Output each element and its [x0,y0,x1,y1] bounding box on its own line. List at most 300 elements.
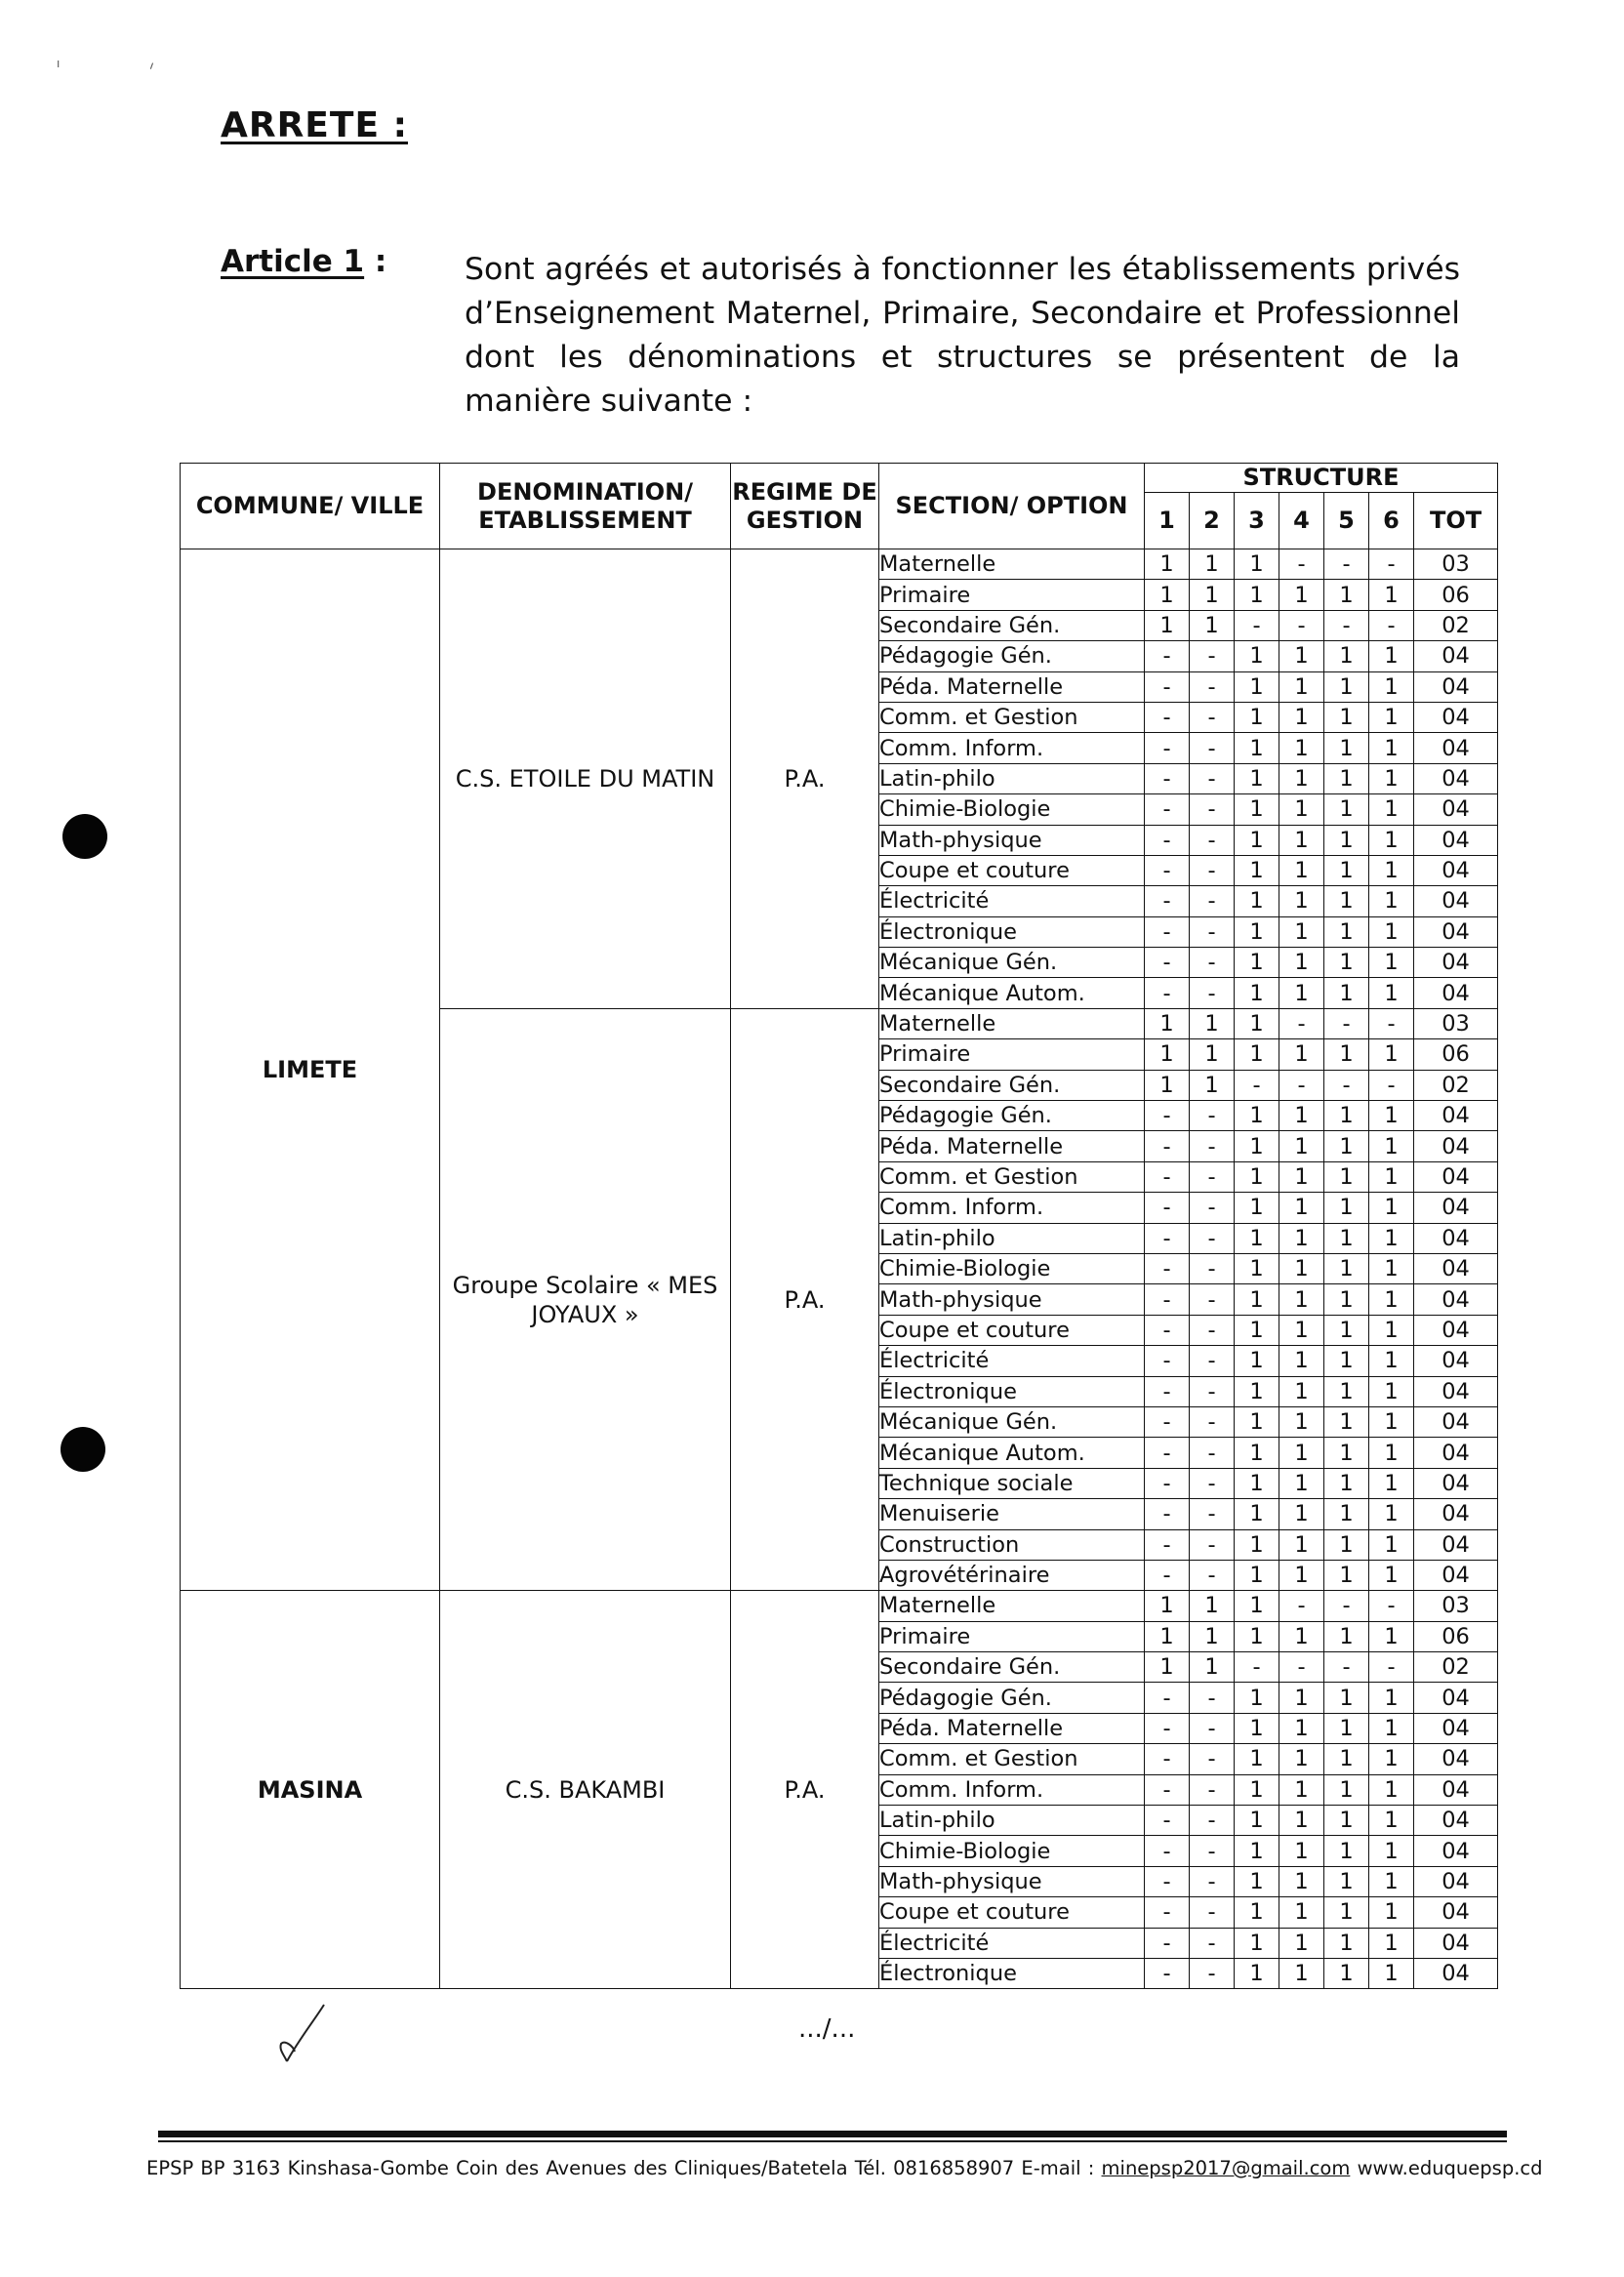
structure-cell: 1 [1369,1560,1414,1590]
total-cell: 04 [1414,1223,1498,1253]
section-cell: Mécanique Autom. [879,1438,1145,1468]
header-structure-col: 4 [1279,493,1324,549]
total-cell: 04 [1414,1897,1498,1928]
structure-cell: 1 [1369,1406,1414,1437]
footer-website-link[interactable]: www.eduquepsp.cd [1357,2157,1543,2179]
structure-cell: 1 [1279,1529,1324,1560]
structure-cell: 1 [1235,1315,1279,1345]
section-cell: Comm. Inform. [879,1193,1145,1223]
footer-address: EPSP BP 3163 Kinshasa-Gombe Coin des Avenues des Cliniques/Batetela Tél. 0816858907 E-mail : [146,2157,1102,2179]
structure-cell: - [1145,1806,1190,1836]
structure-cell: 1 [1145,1652,1190,1683]
structure-cell: 1 [1324,671,1369,702]
structure-cell: - [1190,1253,1235,1283]
structure-cell: 1 [1279,1101,1324,1131]
total-cell: 04 [1414,1683,1498,1713]
structure-cell: - [1145,1499,1190,1529]
structure-cell: 1 [1324,580,1369,610]
structure-cell: - [1324,610,1369,640]
section-cell: Maternelle [879,549,1145,580]
structure-cell: - [1145,1928,1190,1958]
section-cell: Chimie-Biologie [879,1836,1145,1866]
structure-cell: 1 [1369,1315,1414,1345]
structure-cell: - [1145,1438,1190,1468]
structure-cell: 1 [1235,733,1279,763]
school-name-cell: Groupe Scolaire « MES JOYAUX » [440,1008,731,1590]
section-cell: Péda. Maternelle [879,1131,1145,1161]
total-cell: 04 [1414,1406,1498,1437]
structure-cell: 1 [1279,1039,1324,1070]
section-cell: Péda. Maternelle [879,1713,1145,1743]
structure-cell: 1 [1324,1499,1369,1529]
total-cell: 03 [1414,1008,1498,1038]
total-cell: 04 [1414,1346,1498,1376]
structure-cell: - [1324,1652,1369,1683]
structure-cell: - [1145,1866,1190,1896]
structure-cell: - [1369,1591,1414,1621]
total-cell: 04 [1414,1438,1498,1468]
structure-cell: - [1190,855,1235,885]
structure-cell: 1 [1369,1499,1414,1529]
structure-cell: 1 [1369,1193,1414,1223]
structure-cell: 1 [1369,1774,1414,1805]
structure-cell: - [1190,733,1235,763]
structure-cell: 1 [1279,794,1324,825]
total-cell: 04 [1414,733,1498,763]
section-cell: Comm. et Gestion [879,1161,1145,1192]
structure-cell: 1 [1369,1928,1414,1958]
structure-cell: 1 [1324,1253,1369,1283]
structure-cell: - [1190,978,1235,1008]
structure-cell: 1 [1279,825,1324,855]
structure-cell: - [1190,1774,1235,1805]
header-structure-col: 5 [1324,493,1369,549]
total-cell: 04 [1414,1284,1498,1315]
structure-cell: 1 [1324,855,1369,885]
structure-cell: 1 [1235,1101,1279,1131]
total-cell: 04 [1414,978,1498,1008]
structure-cell: 1 [1145,610,1190,640]
structure-cell: 1 [1369,794,1414,825]
section-cell: Coupe et couture [879,1315,1145,1345]
structure-cell: - [1235,1652,1279,1683]
structure-cell: 1 [1279,1928,1324,1958]
structure-cell: 1 [1235,1468,1279,1498]
structure-cell: 1 [1324,1744,1369,1774]
total-cell: 04 [1414,671,1498,702]
header-structure-col: 3 [1235,493,1279,549]
structure-cell: 1 [1324,1806,1369,1836]
structure-cell: - [1324,1591,1369,1621]
header-regime: REGIME DE GESTION [731,464,879,549]
article-body: Sont agréés et autorisés à fonctionner les établissements privés d’Enseignement Maternel, Primaire, Secondaire et Professionnel dont les dénominations et structures se présentent de la manière suivante : [465,252,1460,419]
structure-cell: 1 [1235,1897,1279,1928]
structure-cell: 1 [1279,1897,1324,1928]
structure-cell: 1 [1324,1897,1369,1928]
structure-cell: 1 [1324,1223,1369,1253]
structure-cell: - [1190,794,1235,825]
section-cell: Électricité [879,1346,1145,1376]
structure-cell: 1 [1369,1958,1414,1988]
total-cell: 02 [1414,1070,1498,1100]
structure-cell: 1 [1279,855,1324,885]
structure-cell: 1 [1324,1958,1369,1988]
total-cell: 04 [1414,1499,1498,1529]
structure-cell: 1 [1145,580,1190,610]
total-cell: 04 [1414,1806,1498,1836]
section-cell: Secondaire Gén. [879,610,1145,640]
structure-cell: 1 [1279,1161,1324,1192]
structure-cell: 1 [1369,916,1414,947]
section-cell: Chimie-Biologie [879,794,1145,825]
structure-cell: 1 [1145,1070,1190,1100]
structure-cell: - [1145,763,1190,793]
structure-cell: - [1190,1193,1235,1223]
total-cell: 04 [1414,1253,1498,1283]
structure-cell: - [1279,610,1324,640]
section-cell: Agrovétérinaire [879,1560,1145,1590]
structure-cell: 1 [1235,978,1279,1008]
structure-cell: 1 [1324,1376,1369,1406]
structure-cell: - [1279,1591,1324,1621]
structure-cell: - [1190,1958,1235,1988]
section-cell: Électricité [879,886,1145,916]
section-cell: Math-physique [879,825,1145,855]
structure-cell: 1 [1235,671,1279,702]
total-cell: 06 [1414,580,1498,610]
structure-cell: 1 [1369,1897,1414,1928]
continuation-marker: .../... [798,2014,856,2044]
structure-cell: 1 [1235,1928,1279,1958]
structure-cell: 1 [1235,1253,1279,1283]
structure-cell: 1 [1235,1008,1279,1038]
structure-cell: 1 [1235,948,1279,978]
header-commune: COMMUNE/ VILLE [181,464,440,549]
section-cell: Technique sociale [879,1468,1145,1498]
punch-hole [61,1427,105,1472]
section-cell: Pédagogie Gén. [879,1101,1145,1131]
structure-cell: 1 [1324,886,1369,916]
structure-cell: - [1145,1744,1190,1774]
header-section: SECTION/ OPTION [879,464,1145,549]
structure-cell: - [1369,1070,1414,1100]
structure-cell: 1 [1235,1284,1279,1315]
total-cell: 04 [1414,916,1498,947]
structure-cell: 1 [1369,1131,1414,1161]
structure-cell: - [1190,1101,1235,1131]
structure-cell: 1 [1369,825,1414,855]
structure-cell: 1 [1369,1866,1414,1896]
structure-cell: - [1145,1836,1190,1866]
structure-cell: - [1190,1161,1235,1192]
structure-cell: 1 [1235,702,1279,732]
structure-cell: 1 [1279,1406,1324,1437]
structure-cell: - [1145,855,1190,885]
section-cell: Maternelle [879,1591,1145,1621]
structure-cell: - [1145,1406,1190,1437]
structure-cell: 1 [1279,1560,1324,1590]
structure-cell: - [1369,610,1414,640]
structure-cell: 1 [1235,1529,1279,1560]
structure-cell: - [1190,1928,1235,1958]
structure-cell: 1 [1279,1866,1324,1896]
structure-cell: 1 [1369,886,1414,916]
structure-cell: - [1190,671,1235,702]
structure-cell: - [1190,1806,1235,1836]
structure-cell: - [1369,549,1414,580]
structure-cell: 1 [1369,1346,1414,1376]
regime-cell: P.A. [731,1008,879,1590]
structure-cell: - [1145,1774,1190,1805]
structure-cell: 1 [1279,1468,1324,1498]
structure-cell: 1 [1235,1193,1279,1223]
structure-cell: 1 [1235,1039,1279,1070]
structure-cell: 1 [1279,1836,1324,1866]
structure-cell: 1 [1324,1315,1369,1345]
structure-cell: 1 [1369,855,1414,885]
structure-cell: 1 [1235,1836,1279,1866]
header-denomination: DENOMINATION/ ETABLISSEMENT [440,464,731,549]
structure-cell: 1 [1369,948,1414,978]
structure-cell: - [1190,1131,1235,1161]
structure-cell: 1 [1279,1284,1324,1315]
structure-cell: 1 [1369,1806,1414,1836]
total-cell: 04 [1414,1744,1498,1774]
total-cell: 03 [1414,549,1498,580]
section-cell: Pédagogie Gén. [879,1683,1145,1713]
structure-cell: - [1190,1560,1235,1590]
structure-cell: 1 [1369,1039,1414,1070]
section-cell: Électronique [879,916,1145,947]
total-cell: 04 [1414,1836,1498,1866]
structure-cell: - [1145,1101,1190,1131]
structure-cell: - [1190,641,1235,671]
structure-cell: 1 [1324,1161,1369,1192]
structure-cell: 1 [1235,1560,1279,1590]
structure-cell: - [1145,1958,1190,1988]
structure-cell: - [1145,978,1190,1008]
page-title: ARRETE : [221,105,408,145]
structure-cell: 1 [1324,702,1369,732]
structure-cell: - [1145,886,1190,916]
structure-cell: - [1190,1529,1235,1560]
structure-cell: - [1190,1468,1235,1498]
structure-cell: - [1190,1406,1235,1437]
structure-cell: - [1190,886,1235,916]
structure-cell: 1 [1235,825,1279,855]
structure-cell: 1 [1369,702,1414,732]
total-cell: 04 [1414,825,1498,855]
structure-cell: - [1324,1070,1369,1100]
section-cell: Secondaire Gén. [879,1652,1145,1683]
structure-cell: 1 [1369,733,1414,763]
table-body [181,549,1498,1989]
structure-cell: 1 [1324,1529,1369,1560]
section-cell: Pédagogie Gén. [879,641,1145,671]
header-structure-col: 1 [1145,493,1190,549]
structure-cell: 1 [1235,549,1279,580]
commune-cell: LIMETE [181,549,440,1591]
structure-cell: - [1190,1683,1235,1713]
structure-cell: 1 [1145,1621,1190,1651]
structure-cell: - [1190,1744,1235,1774]
structure-cell: 1 [1279,733,1324,763]
structure-cell: - [1145,1560,1190,1590]
section-cell: Péda. Maternelle [879,671,1145,702]
structure-cell: - [1190,1315,1235,1345]
structure-cell: 1 [1235,1806,1279,1836]
structure-cell: - [1190,1836,1235,1866]
structure-cell: 1 [1324,641,1369,671]
total-cell: 02 [1414,1652,1498,1683]
section-cell: Menuiserie [879,1499,1145,1529]
structure-cell: 1 [1369,1101,1414,1131]
structure-cell: 1 [1369,641,1414,671]
structure-cell: 1 [1279,886,1324,916]
scan-mark: ı [57,57,61,70]
structure-cell: 1 [1279,702,1324,732]
regime-cell: P.A. [731,549,879,1009]
structure-cell: 1 [1324,1836,1369,1866]
structure-cell: 1 [1369,1438,1414,1468]
header-structure: STRUCTURE [1145,464,1498,493]
structure-cell: 1 [1145,549,1190,580]
structure-cell: 1 [1190,610,1235,640]
section-cell: Latin-philo [879,1806,1145,1836]
footer-email-link[interactable]: minepsp2017@gmail.com [1101,2157,1351,2179]
structure-cell: 1 [1369,763,1414,793]
structure-cell: 1 [1279,641,1324,671]
article-label-colon: : [364,244,387,279]
structure-cell: 1 [1279,1499,1324,1529]
structure-cell: 1 [1369,1284,1414,1315]
structure-cell: 1 [1235,1866,1279,1896]
structure-cell: 1 [1324,1284,1369,1315]
structure-cell: 1 [1235,1683,1279,1713]
structure-cell: 1 [1279,580,1324,610]
structure-cell: - [1145,733,1190,763]
structure-cell: - [1145,948,1190,978]
section-cell: Chimie-Biologie [879,1253,1145,1283]
scan-mark: ı [147,58,156,73]
structure-cell: 1 [1279,978,1324,1008]
total-cell: 04 [1414,948,1498,978]
structure-cell: - [1145,1468,1190,1498]
section-cell: Comm. Inform. [879,733,1145,763]
structure-cell: 1 [1324,1406,1369,1437]
structure-cell: - [1145,1223,1190,1253]
structure-cell: - [1190,948,1235,978]
structure-cell: - [1145,916,1190,947]
structure-cell: - [1190,702,1235,732]
structure-cell: - [1145,1346,1190,1376]
structure-cell: - [1145,794,1190,825]
structure-cell: 1 [1324,1866,1369,1896]
structure-cell: 1 [1279,1683,1324,1713]
structure-cell: 1 [1324,1683,1369,1713]
structure-cell: 1 [1279,1193,1324,1223]
structure-cell: 1 [1279,1253,1324,1283]
structure-cell: 1 [1324,1560,1369,1590]
structure-cell: - [1145,1131,1190,1161]
structure-cell: 1 [1235,855,1279,885]
total-cell: 03 [1414,1591,1498,1621]
structure-cell: 1 [1190,1591,1235,1621]
school-name-cell: C.S. BAKAMBI [440,1591,731,1989]
section-cell: Primaire [879,1621,1145,1651]
structure-cell: 1 [1235,580,1279,610]
total-cell: 04 [1414,1101,1498,1131]
structure-cell: 1 [1324,1928,1369,1958]
total-cell: 04 [1414,1774,1498,1805]
structure-cell: - [1145,1376,1190,1406]
structure-cell: - [1190,1866,1235,1896]
structure-cell: 1 [1235,1223,1279,1253]
structure-cell: - [1145,1193,1190,1223]
structure-cell: - [1190,1346,1235,1376]
section-cell: Électronique [879,1958,1145,1988]
structure-cell: - [1190,1499,1235,1529]
total-cell: 04 [1414,794,1498,825]
section-cell: Coupe et couture [879,1897,1145,1928]
structure-cell: 1 [1279,1438,1324,1468]
structure-cell: 1 [1279,916,1324,947]
structure-cell: 1 [1369,1376,1414,1406]
table-row [181,549,1498,580]
structure-cell: 1 [1369,1161,1414,1192]
structure-cell: - [1145,1897,1190,1928]
structure-cell: - [1190,1438,1235,1468]
structure-cell: 1 [1235,1499,1279,1529]
structure-cell: - [1279,1008,1324,1038]
section-cell: Math-physique [879,1284,1145,1315]
structure-cell: 1 [1324,1621,1369,1651]
structure-cell: 1 [1369,1713,1414,1743]
signature-initial [275,2001,334,2069]
structure-cell: 1 [1324,825,1369,855]
structure-cell: 1 [1369,1683,1414,1713]
structure-cell: 1 [1145,1591,1190,1621]
structure-cell: 1 [1369,580,1414,610]
structure-cell: 1 [1324,978,1369,1008]
structure-cell: 1 [1279,1806,1324,1836]
structure-cell: 1 [1235,1774,1279,1805]
structure-cell: - [1145,702,1190,732]
section-cell: Math-physique [879,1866,1145,1896]
structure-cell: - [1235,610,1279,640]
header-structure-col: 2 [1190,493,1235,549]
structure-cell: - [1190,1284,1235,1315]
article-label [221,244,386,279]
structure-cell: 1 [1190,580,1235,610]
structure-cell: 1 [1279,948,1324,978]
total-cell: 04 [1414,763,1498,793]
structure-cell: - [1190,1376,1235,1406]
table-row [181,1591,1498,1621]
structure-cell: 1 [1279,1958,1324,1988]
structure-cell: 1 [1235,1161,1279,1192]
total-cell: 02 [1414,610,1498,640]
structure-cell: 1 [1279,1131,1324,1161]
structure-cell: - [1190,825,1235,855]
footer-rule [158,2131,1507,2137]
structure-cell: 1 [1369,1223,1414,1253]
structure-cell: 1 [1324,763,1369,793]
total-cell: 04 [1414,855,1498,885]
section-cell: Secondaire Gén. [879,1070,1145,1100]
structure-cell: - [1145,1253,1190,1283]
footer-rule-thin [158,2140,1507,2142]
